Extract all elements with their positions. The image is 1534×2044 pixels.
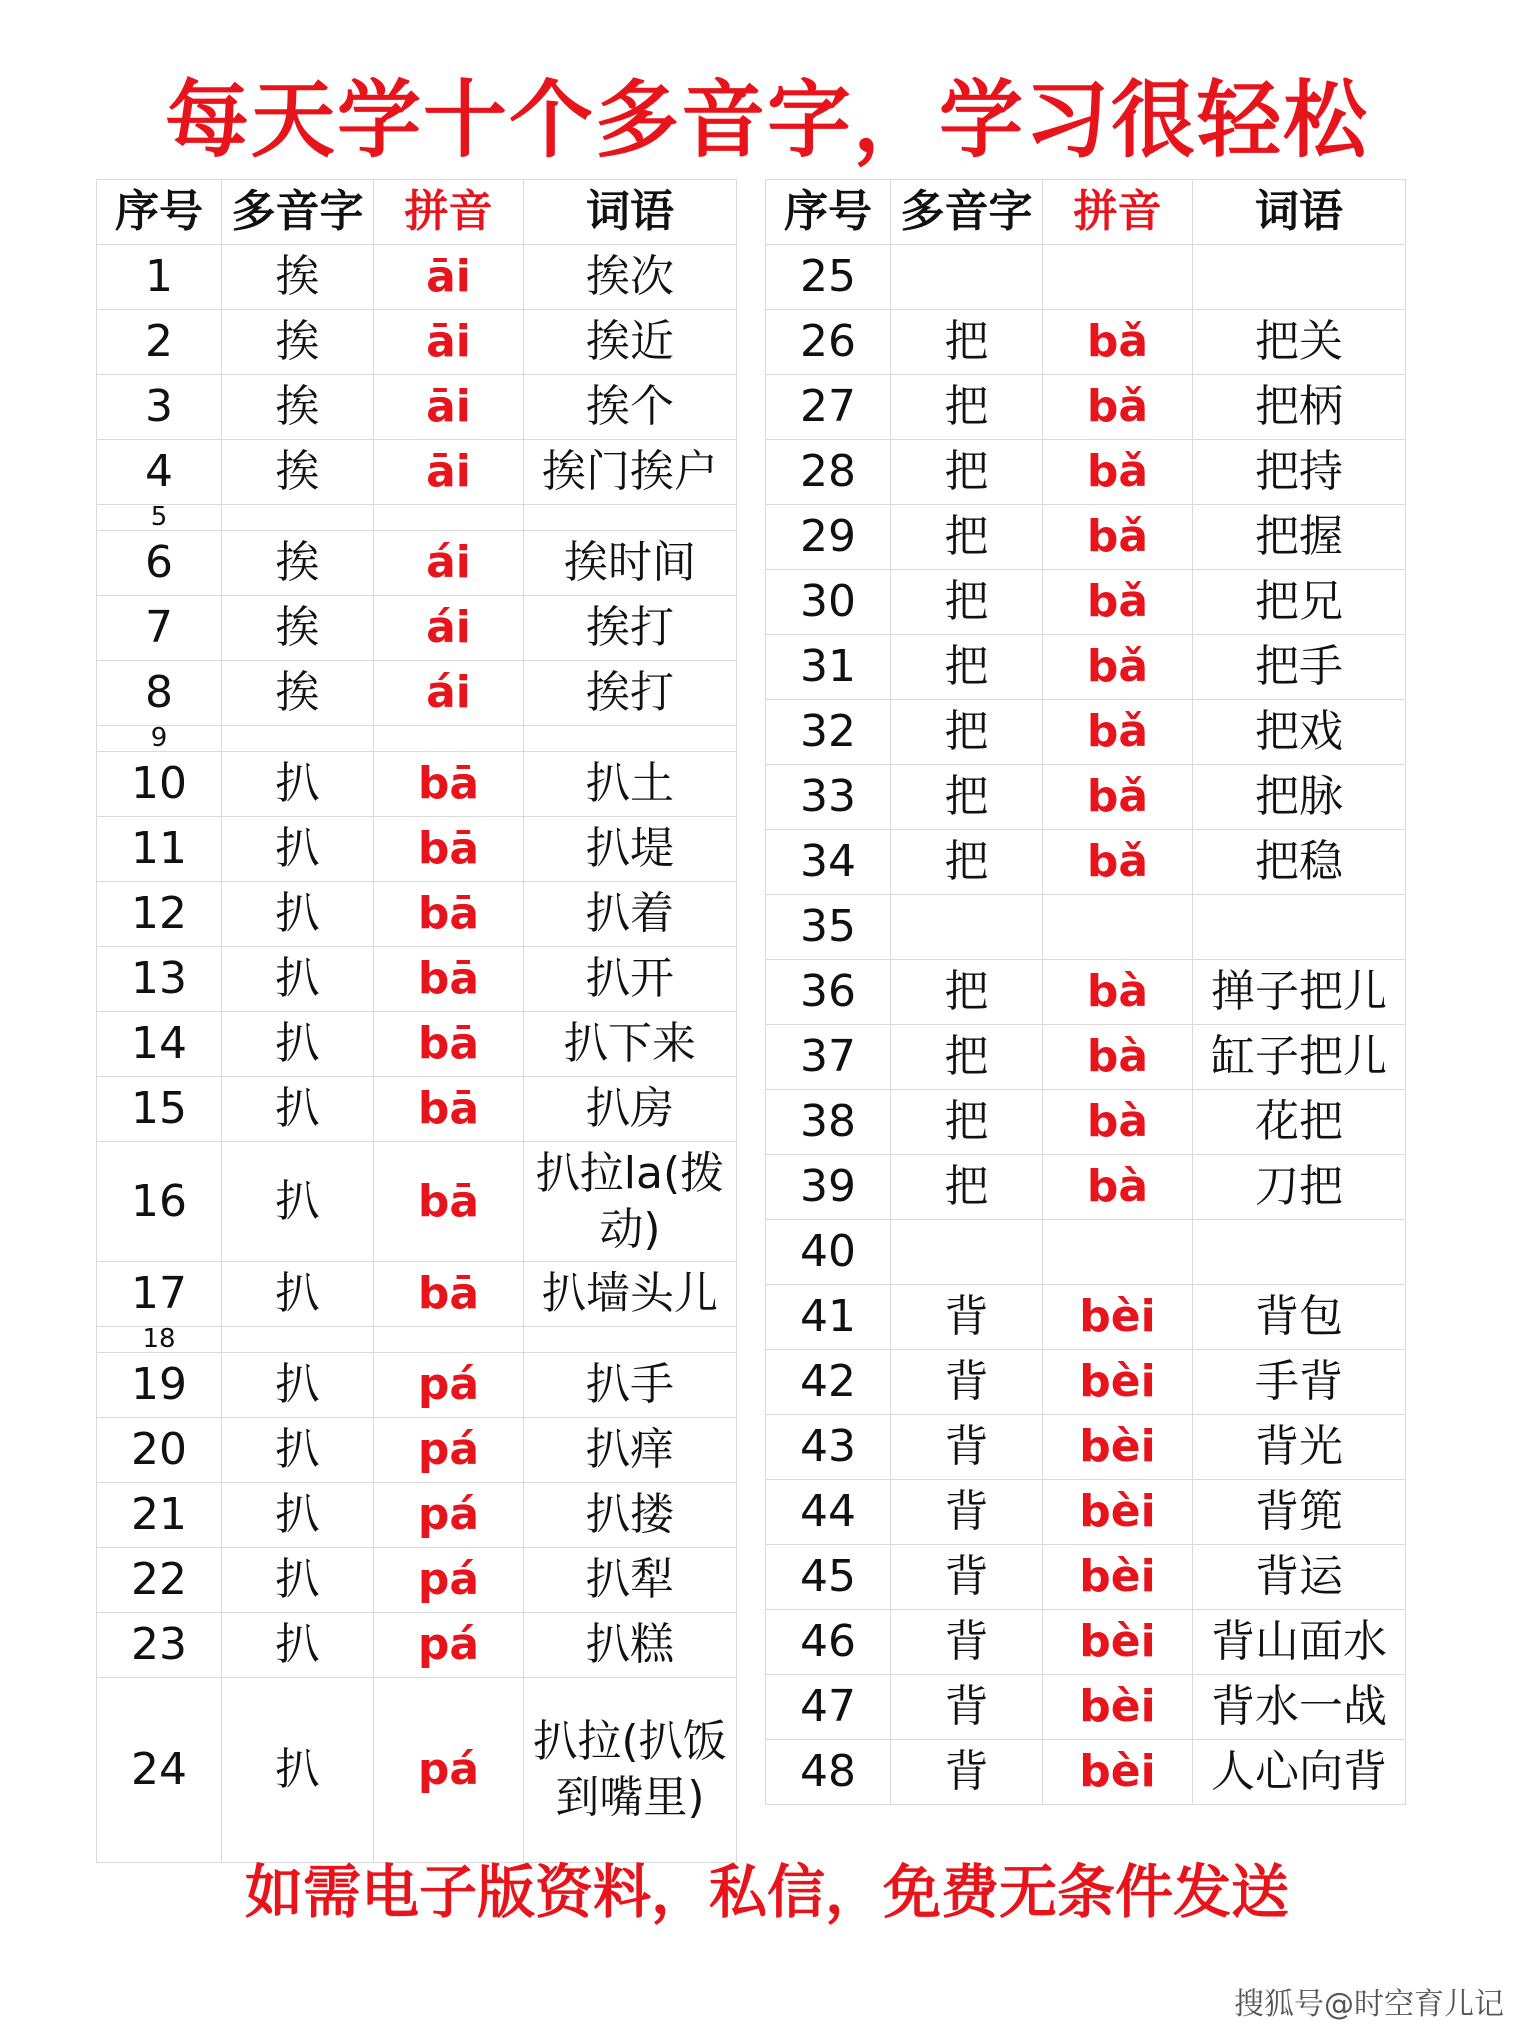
watermark: 搜狐号@时空育儿记 — [1234, 1987, 1504, 2022]
row-pinyin: bǎ — [1043, 570, 1193, 635]
table-row — [766, 1025, 1406, 1090]
row-pinyin — [374, 505, 524, 531]
table-header-row — [97, 180, 737, 245]
table-row — [766, 765, 1406, 830]
row-character: 把 — [891, 1090, 1043, 1155]
row-number: 15 — [97, 1077, 222, 1142]
table-row — [766, 440, 1406, 505]
row-words: 扒墙头儿 — [524, 1262, 737, 1327]
row-words: 扒痒 — [524, 1418, 737, 1483]
table-row — [97, 1262, 737, 1327]
row-number: 40 — [766, 1220, 891, 1285]
row-words: 挨个 — [524, 375, 737, 440]
table-row — [766, 245, 1406, 310]
row-words: 把握 — [1193, 505, 1406, 570]
table-row — [766, 1545, 1406, 1610]
row-character — [222, 726, 374, 752]
row-pinyin: bā — [374, 882, 524, 947]
row-number: 35 — [766, 895, 891, 960]
table-row — [766, 830, 1406, 895]
row-pinyin: bèi — [1043, 1415, 1193, 1480]
table-row — [97, 661, 737, 726]
row-pinyin: bǎ — [1043, 830, 1193, 895]
row-pinyin: bèi — [1043, 1480, 1193, 1545]
table-row — [97, 375, 737, 440]
row-words: 扒搂 — [524, 1483, 737, 1548]
row-words: 挨打 — [524, 596, 737, 661]
row-character: 挨 — [222, 245, 374, 310]
row-words: 把持 — [1193, 440, 1406, 505]
table-row — [766, 895, 1406, 960]
table-row — [766, 1740, 1406, 1805]
row-pinyin — [374, 726, 524, 752]
row-pinyin: pá — [374, 1483, 524, 1548]
row-character: 扒 — [222, 1613, 374, 1678]
row-number: 7 — [97, 596, 222, 661]
row-words: 扒犁 — [524, 1548, 737, 1613]
row-words: 扒拉la(拨动) — [524, 1142, 737, 1262]
row-character: 把 — [891, 1025, 1043, 1090]
row-character: 扒 — [222, 1142, 374, 1262]
row-character: 挨 — [222, 375, 374, 440]
row-character: 挨 — [222, 531, 374, 596]
row-pinyin: bèi — [1043, 1675, 1193, 1740]
table-row — [97, 882, 737, 947]
row-pinyin: pá — [374, 1418, 524, 1483]
row-pinyin: bǎ — [1043, 505, 1193, 570]
row-words: 把稳 — [1193, 830, 1406, 895]
table-row — [97, 1327, 737, 1353]
row-pinyin: ái — [374, 661, 524, 726]
row-character: 扒 — [222, 882, 374, 947]
row-pinyin: bǎ — [1043, 310, 1193, 375]
row-number: 36 — [766, 960, 891, 1025]
table-row — [97, 531, 737, 596]
table-row — [766, 1350, 1406, 1415]
row-pinyin: bā — [374, 947, 524, 1012]
row-number: 28 — [766, 440, 891, 505]
row-character: 把 — [891, 505, 1043, 570]
row-number: 1 — [97, 245, 222, 310]
row-words: 背篼 — [1193, 1480, 1406, 1545]
row-pinyin: bǎ — [1043, 440, 1193, 505]
row-words: 手背 — [1193, 1350, 1406, 1415]
header-num: 序号 — [766, 180, 891, 245]
row-number: 14 — [97, 1012, 222, 1077]
row-pinyin: bā — [374, 817, 524, 882]
row-number: 32 — [766, 700, 891, 765]
row-character — [222, 505, 374, 531]
row-number: 41 — [766, 1285, 891, 1350]
row-number: 44 — [766, 1480, 891, 1545]
table-row — [97, 505, 737, 531]
row-pinyin: bèi — [1043, 1545, 1193, 1610]
row-character: 背 — [891, 1675, 1043, 1740]
row-number: 13 — [97, 947, 222, 1012]
table-row — [766, 635, 1406, 700]
row-pinyin: bà — [1043, 1155, 1193, 1220]
row-words: 刀把 — [1193, 1155, 1406, 1220]
row-pinyin: bèi — [1043, 1610, 1193, 1675]
row-number: 2 — [97, 310, 222, 375]
table-row — [766, 1415, 1406, 1480]
row-pinyin — [1043, 1220, 1193, 1285]
row-character: 挨 — [222, 440, 374, 505]
row-words: 人心向背 — [1193, 1740, 1406, 1805]
row-number: 12 — [97, 882, 222, 947]
row-number: 43 — [766, 1415, 891, 1480]
header-num: 序号 — [97, 180, 222, 245]
row-character: 扒 — [222, 1353, 374, 1418]
table-row — [97, 1678, 737, 1863]
row-character: 挨 — [222, 310, 374, 375]
row-words: 背水一战 — [1193, 1675, 1406, 1740]
table-row — [97, 440, 737, 505]
row-pinyin: bā — [374, 1262, 524, 1327]
row-words: 掸子把儿 — [1193, 960, 1406, 1025]
table-row — [766, 1675, 1406, 1740]
row-number: 4 — [97, 440, 222, 505]
table-row — [766, 1090, 1406, 1155]
row-pinyin: bà — [1043, 960, 1193, 1025]
row-pinyin: bèi — [1043, 1285, 1193, 1350]
row-words: 扒拉(扒饭到嘴里) — [524, 1678, 737, 1863]
row-character: 挨 — [222, 661, 374, 726]
row-character: 把 — [891, 635, 1043, 700]
row-character — [891, 895, 1043, 960]
row-character: 扒 — [222, 1077, 374, 1142]
table-row — [97, 1012, 737, 1077]
row-words: 挨门挨户 — [524, 440, 737, 505]
row-character: 把 — [891, 570, 1043, 635]
table-row — [766, 570, 1406, 635]
header-char: 多音字 — [222, 180, 374, 245]
row-words: 把柄 — [1193, 375, 1406, 440]
row-number: 11 — [97, 817, 222, 882]
row-character: 扒 — [222, 1548, 374, 1613]
table-row — [97, 1548, 737, 1613]
table-row — [97, 1418, 737, 1483]
row-number: 9 — [97, 726, 222, 752]
row-character: 把 — [891, 1155, 1043, 1220]
row-words: 把关 — [1193, 310, 1406, 375]
row-character: 背 — [891, 1740, 1043, 1805]
row-number: 48 — [766, 1740, 891, 1805]
row-number: 25 — [766, 245, 891, 310]
row-number: 24 — [97, 1678, 222, 1863]
row-words: 背运 — [1193, 1545, 1406, 1610]
row-character — [891, 1220, 1043, 1285]
row-number: 19 — [97, 1353, 222, 1418]
table-row — [97, 1613, 737, 1678]
row-pinyin: bà — [1043, 1090, 1193, 1155]
table-row — [97, 1142, 737, 1262]
row-number: 20 — [97, 1418, 222, 1483]
table-row — [766, 1610, 1406, 1675]
row-pinyin — [374, 1327, 524, 1353]
row-words: 扒手 — [524, 1353, 737, 1418]
table-row — [766, 310, 1406, 375]
row-words: 花把 — [1193, 1090, 1406, 1155]
row-pinyin: bā — [374, 1077, 524, 1142]
polyphone-table-right — [765, 179, 1406, 1805]
row-number: 6 — [97, 531, 222, 596]
row-character: 背 — [891, 1545, 1043, 1610]
row-pinyin: bā — [374, 1012, 524, 1077]
row-number: 37 — [766, 1025, 891, 1090]
header-words: 词语 — [524, 180, 737, 245]
row-character: 把 — [891, 375, 1043, 440]
row-character: 背 — [891, 1415, 1043, 1480]
row-number: 33 — [766, 765, 891, 830]
row-pinyin: bèi — [1043, 1350, 1193, 1415]
row-pinyin — [1043, 895, 1193, 960]
table-row — [97, 596, 737, 661]
row-words — [524, 726, 737, 752]
row-words — [524, 505, 737, 531]
row-character: 背 — [891, 1285, 1043, 1350]
row-character: 扒 — [222, 1262, 374, 1327]
row-character — [891, 245, 1043, 310]
row-character: 挨 — [222, 596, 374, 661]
row-character: 扒 — [222, 947, 374, 1012]
row-words: 扒土 — [524, 752, 737, 817]
row-number: 3 — [97, 375, 222, 440]
table-row — [766, 960, 1406, 1025]
table-row — [97, 1483, 737, 1548]
row-pinyin: āi — [374, 310, 524, 375]
row-character: 背 — [891, 1480, 1043, 1545]
table-row — [97, 817, 737, 882]
table-row — [97, 1353, 737, 1418]
row-pinyin: āi — [374, 440, 524, 505]
table-row — [766, 375, 1406, 440]
row-pinyin: pá — [374, 1678, 524, 1863]
row-words: 扒下来 — [524, 1012, 737, 1077]
table-row — [97, 245, 737, 310]
row-character: 把 — [891, 440, 1043, 505]
row-number: 46 — [766, 1610, 891, 1675]
page-title: 每天学十个多音字，学习很轻松 — [164, 71, 1369, 169]
row-number: 38 — [766, 1090, 891, 1155]
row-pinyin: bǎ — [1043, 765, 1193, 830]
row-pinyin: bèi — [1043, 1740, 1193, 1805]
row-character: 背 — [891, 1350, 1043, 1415]
row-character: 把 — [891, 700, 1043, 765]
row-number: 29 — [766, 505, 891, 570]
row-number: 34 — [766, 830, 891, 895]
row-number: 47 — [766, 1675, 891, 1740]
row-character: 扒 — [222, 1678, 374, 1863]
row-number: 45 — [766, 1545, 891, 1610]
row-pinyin — [1043, 245, 1193, 310]
row-words: 背山面水 — [1193, 1610, 1406, 1675]
row-number: 39 — [766, 1155, 891, 1220]
row-character — [222, 1327, 374, 1353]
row-number: 17 — [97, 1262, 222, 1327]
row-number: 27 — [766, 375, 891, 440]
row-pinyin: āi — [374, 375, 524, 440]
row-number: 21 — [97, 1483, 222, 1548]
row-number: 16 — [97, 1142, 222, 1262]
table-row — [766, 1220, 1406, 1285]
table-row — [97, 947, 737, 1012]
row-pinyin: bà — [1043, 1025, 1193, 1090]
row-words — [1193, 895, 1406, 960]
header-pinyin: 拼音 — [374, 180, 524, 245]
row-number: 8 — [97, 661, 222, 726]
row-pinyin: pá — [374, 1353, 524, 1418]
row-number: 42 — [766, 1350, 891, 1415]
row-character: 把 — [891, 830, 1043, 895]
row-number: 30 — [766, 570, 891, 635]
polyphone-table-left — [96, 179, 737, 1863]
footer-note: 如需电子版资料，私信，免费无条件发送 — [244, 1858, 1289, 1926]
table-row — [97, 726, 737, 752]
row-words: 把戏 — [1193, 700, 1406, 765]
row-words: 背包 — [1193, 1285, 1406, 1350]
row-words — [1193, 1220, 1406, 1285]
header-pinyin: 拼音 — [1043, 180, 1193, 245]
row-words: 扒开 — [524, 947, 737, 1012]
row-words: 扒房 — [524, 1077, 737, 1142]
row-words: 把手 — [1193, 635, 1406, 700]
table-row — [97, 1077, 737, 1142]
table-row — [766, 1480, 1406, 1545]
row-words: 扒着 — [524, 882, 737, 947]
row-character: 把 — [891, 765, 1043, 830]
row-pinyin: bā — [374, 752, 524, 817]
row-words: 挨打 — [524, 661, 737, 726]
row-character: 扒 — [222, 1012, 374, 1077]
row-pinyin: ái — [374, 596, 524, 661]
row-pinyin: bǎ — [1043, 700, 1193, 765]
row-character: 把 — [891, 960, 1043, 1025]
row-words: 缸子把儿 — [1193, 1025, 1406, 1090]
row-pinyin: pá — [374, 1613, 524, 1678]
row-words: 背光 — [1193, 1415, 1406, 1480]
row-words: 挨近 — [524, 310, 737, 375]
row-pinyin: pá — [374, 1548, 524, 1613]
table-header-row — [766, 180, 1406, 245]
row-character: 扒 — [222, 1418, 374, 1483]
table-row — [766, 1155, 1406, 1220]
row-number: 10 — [97, 752, 222, 817]
row-words: 把脉 — [1193, 765, 1406, 830]
row-pinyin: ái — [374, 531, 524, 596]
row-number: 23 — [97, 1613, 222, 1678]
row-number: 22 — [97, 1548, 222, 1613]
row-pinyin: bǎ — [1043, 635, 1193, 700]
row-words — [1193, 245, 1406, 310]
table-row — [97, 310, 737, 375]
row-words: 扒堤 — [524, 817, 737, 882]
row-words: 挨时间 — [524, 531, 737, 596]
row-pinyin: bā — [374, 1142, 524, 1262]
row-character: 背 — [891, 1610, 1043, 1675]
table-row — [766, 505, 1406, 570]
row-number: 5 — [97, 505, 222, 531]
row-words: 把兄 — [1193, 570, 1406, 635]
row-pinyin: āi — [374, 245, 524, 310]
row-words: 扒糕 — [524, 1613, 737, 1678]
row-number: 26 — [766, 310, 891, 375]
row-character: 扒 — [222, 817, 374, 882]
row-number: 31 — [766, 635, 891, 700]
row-character: 扒 — [222, 1483, 374, 1548]
table-row — [97, 752, 737, 817]
row-pinyin: bǎ — [1043, 375, 1193, 440]
row-character: 把 — [891, 310, 1043, 375]
row-words: 挨次 — [524, 245, 737, 310]
row-character: 扒 — [222, 752, 374, 817]
row-number: 18 — [97, 1327, 222, 1353]
row-words — [524, 1327, 737, 1353]
header-char: 多音字 — [891, 180, 1043, 245]
header-words: 词语 — [1193, 180, 1406, 245]
table-row — [766, 1285, 1406, 1350]
table-row — [766, 700, 1406, 765]
